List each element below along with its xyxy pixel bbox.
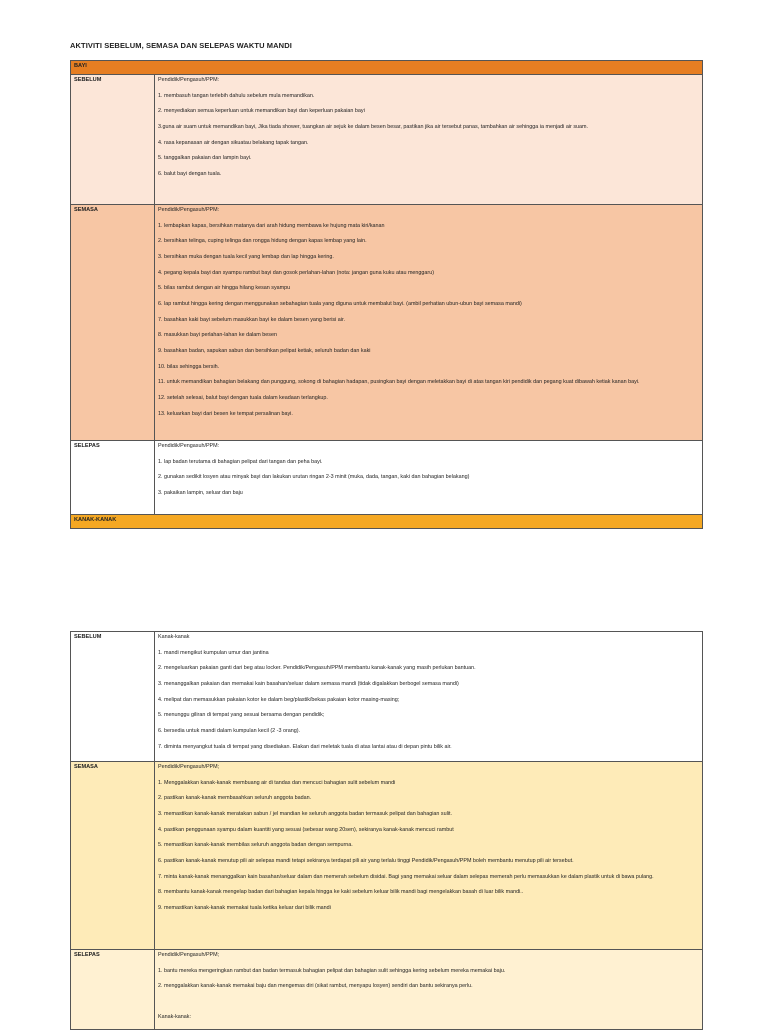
label-semasa: SEMASA (71, 205, 155, 441)
content-line: 4. melipat dan memasukkan pakaian kotor ke dalam beg/plastik/bekas pakaian kotor masing-masing; (158, 696, 400, 703)
content-selepas-kanak (155, 950, 703, 1030)
content-line: Pendidik/Pengasuh/PPM; (158, 764, 220, 770)
content-line: 1. mandi mengikut kumpulan umur dan jantina (158, 649, 269, 656)
content-line: 6. pastikan kanak-kanak menutup pili air selepas mandi tetapi sekiranya terdapat pili air yang terlalu tinggi Pendidik/Pengasuh/PPM boleh membantu menutup pili air tersebut. (158, 858, 574, 865)
content-line: 2. menggalakkan kanak-kanak memakai baju dan mengemas diri (sikat rambut, menyapu losyen) sendiri dan bantu sekiranya perlu. (158, 983, 473, 990)
content-line: Kanak-kanak: (158, 1014, 191, 1021)
content-line: 5. bilas rambut dengan air hingga hilang kesan syampu (158, 285, 291, 292)
content-line: Kanak-kanak (158, 634, 190, 640)
row-semasa-kanak (71, 762, 703, 950)
label-sebelum: SEBELUM (71, 75, 155, 205)
content-line: 1. membasuh tangan terlebih dahulu sebelum mula memandikan. (158, 92, 315, 99)
content-line: 5. tanggalkan pakaian dan lampin bayi. (158, 155, 252, 162)
content-line: 13. keluarkan bayi dari besen ke tempat persalinan bayi. (158, 410, 293, 417)
content-line: 11. untuk memandikan bahagian belakang dan punggung, sokong di bahagian hadapan, pusingkan bayi dengan meletakkan bayi di atas tangan kiri pendidik dan pegang kuat dibawah ketiak kanan bayi. (158, 379, 640, 386)
label-selepas-kanak: SELEPAS (71, 950, 155, 1030)
content-line: 3. menanggalkan pakaian dan memakai kain basahan/seluar dalam semasa mandi (tidak digalakkan berbogel semasa mandi) (158, 681, 459, 688)
content-line: Pendidik/Pengasuh/PPM: (158, 207, 220, 213)
content-sebelum-kanak (155, 632, 703, 762)
content-line: 7. minta kanak-kanak menanggalkan kain basahan/seluar dalam dan memerah sebelum disidai. Bagi yang memakai seluar dalam selepas memerah perlu memasukkan ke dalam plastik untuk di bawa pulang. (158, 873, 654, 880)
label-semasa-kanak: SEMASA (71, 762, 155, 950)
header-bayi: BAYI (71, 61, 703, 75)
content-line: 2. menyediakan semua keperluan untuk memandikan bayi dan keperluan pakaian bayi (158, 108, 365, 115)
content-line: 6. lap rambut hingga kering dengan menggunakan sebahagian tuala yang diguna untuk membalut bayi. (ambil perhatian ubun-ubun bayi semasa mandi) (158, 301, 522, 308)
content-line (158, 999, 699, 1005)
content-semasa-kanak (155, 762, 703, 950)
row-selepas-bayi (71, 441, 703, 515)
content-line: 7. diminta menyangkut tuala di tempat yang disediakan. Elakan dari meletak tuala di atas lantai atau di depan pintu bilik air. (158, 743, 452, 750)
row-sebelum-bayi (71, 75, 703, 205)
content-line: 4. pastikan penggunaan syampu dalam kuantiti yang sesuai (sebesar wang 20sen), sekiranya kanak-kanak mencuci rambut (158, 826, 454, 833)
table-kanak-kanak (70, 631, 703, 1030)
row-sebelum-kanak (71, 632, 703, 762)
content-line: 6. balut bayi dengan tuala. (158, 171, 222, 178)
content-line: 2. bersihkan telinga, cuping telinga dan rongga hidung dengan kapas lembap yang lain. (158, 238, 367, 245)
content-line: 9. basahkan badan, sapukan sabun dan bersihkan pelipat ketiak, seluruh badan dan kaki (158, 348, 371, 355)
content-line: 2. gunakan sedikit losyen atau minyak bayi dan lakukan urutan ringan 2-3 minit (muka, dada, tangan, kaki dan bahagian belakang) (158, 474, 470, 481)
content-line: 1. lembapkan kapas, bersihkan matanya dari arah hidung membawa ke hujung mata kiri/kanan (158, 222, 385, 229)
content-line: 4. rasa kepanasan air dengan sikuatau belakang tapak tangan. (158, 139, 309, 146)
header-kanak-kanak: KANAK-KANAK (71, 515, 703, 529)
content-line: 12. setelah selesai, balut bayi dengan tuala dalam keadaan terlangkup. (158, 395, 328, 402)
row-selepas-kanak (71, 950, 703, 1030)
content-semasa-bayi (155, 205, 703, 441)
content-sebelum-bayi (155, 75, 703, 205)
header-row-bayi (71, 61, 703, 75)
content-line: 8. membantu kanak-kanak mengelap badan dari bahagian kepala hingga ke kaki sebelum keluar bilik mandi bagi mengelakkan basah di luar bilik mandi.. (158, 889, 524, 896)
label-selepas: SELEPAS (71, 441, 155, 515)
content-line: 7. basahkan kaki bayi sebelum masukkan bayi ke dalam besen yang berisi air. (158, 316, 345, 323)
content-line: Pendidik/Pengasuh/PPM; (158, 952, 220, 958)
content-selepas-bayi (155, 441, 703, 515)
content-line: 3. pakaikan lampin, seluar dan baju (158, 490, 243, 497)
content-line: 3. memastikan kanak-kanak meratakan sabun / jel mandian ke seluruh anggota badan termasuk pelipat dan bahagian sulit. (158, 811, 452, 818)
content-line: 2. mengeluarkan pakaian ganti dari beg atau locker. Pendidik/Pengasuh/PPM membantu kanak-kanak yang masih perlukan bantuan. (158, 665, 476, 672)
row-semasa-bayi (71, 205, 703, 441)
content-line: 5. menunggu giliran di tempat yang sesuai bersama dengan pendidik; (158, 712, 325, 719)
content-line: 3.guna air suam untuk memandikan bayi, Jika tiada shower, tuangkan air sejuk ke dalam besen besar, pastikan jika air tersebut panas, tambahkan air sehingga ia menjadi air suam. (158, 124, 588, 131)
header-row-kanak (71, 515, 703, 529)
content-line: 4. pegang kepala bayi dan syampu rambut bayi dan gosok perlahan-lahan (nota: jangan guna kuku atau menggaru) (158, 269, 435, 276)
content-line: 5. memastikan kanak-kanak membilas seluruh anggota badan dengan sempurna. (158, 842, 353, 849)
document-title: AKTIVITI SEBELUM, SEMASA DAN SELEPAS WAKTU MANDI (70, 41, 292, 50)
content-line: 1. bantu mereka mengeringkan rambut dan badan termasuk bahagian pelipat dan bahagian sulit sehingga kering sebelum mereka memakai baju. (158, 967, 506, 974)
label-sebelum-kanak: SEBELUM (71, 632, 155, 762)
content-line: 8. masukkan bayi perlahan-lahan ke dalam besen (158, 332, 277, 339)
content-line: 10. bilas sehingga bersih. (158, 363, 220, 370)
content-line: 3. bersihkan muka dengan tuala kecil yang lembap dan lap hingga kering. (158, 254, 334, 261)
table-bayi (70, 60, 703, 529)
content-line: 2. pastikan kanak-kanak membasahkan seluruh anggota badan. (158, 795, 312, 802)
content-line: Pendidik/Pengasuh/PPM: (158, 77, 220, 83)
content-line: 9. memastikan kanak-kanak memakai tuala ketika keluar dari bilik mandi (158, 905, 331, 912)
content-line: 6. bersedia untuk mandi dalam kumpulan kecil (2 -3 orang). (158, 728, 301, 735)
content-line: 1. Menggalakkan kanak-kanak membuang air di tandas dan mencuci bahagian sulit sebelum mandi (158, 779, 396, 786)
content-line: Pendidik/Pengasuh/PPM: (158, 443, 220, 449)
content-line: 1. lap badan terutama di bahagian pelipat dari tangan dan peha bayi. (158, 458, 323, 465)
